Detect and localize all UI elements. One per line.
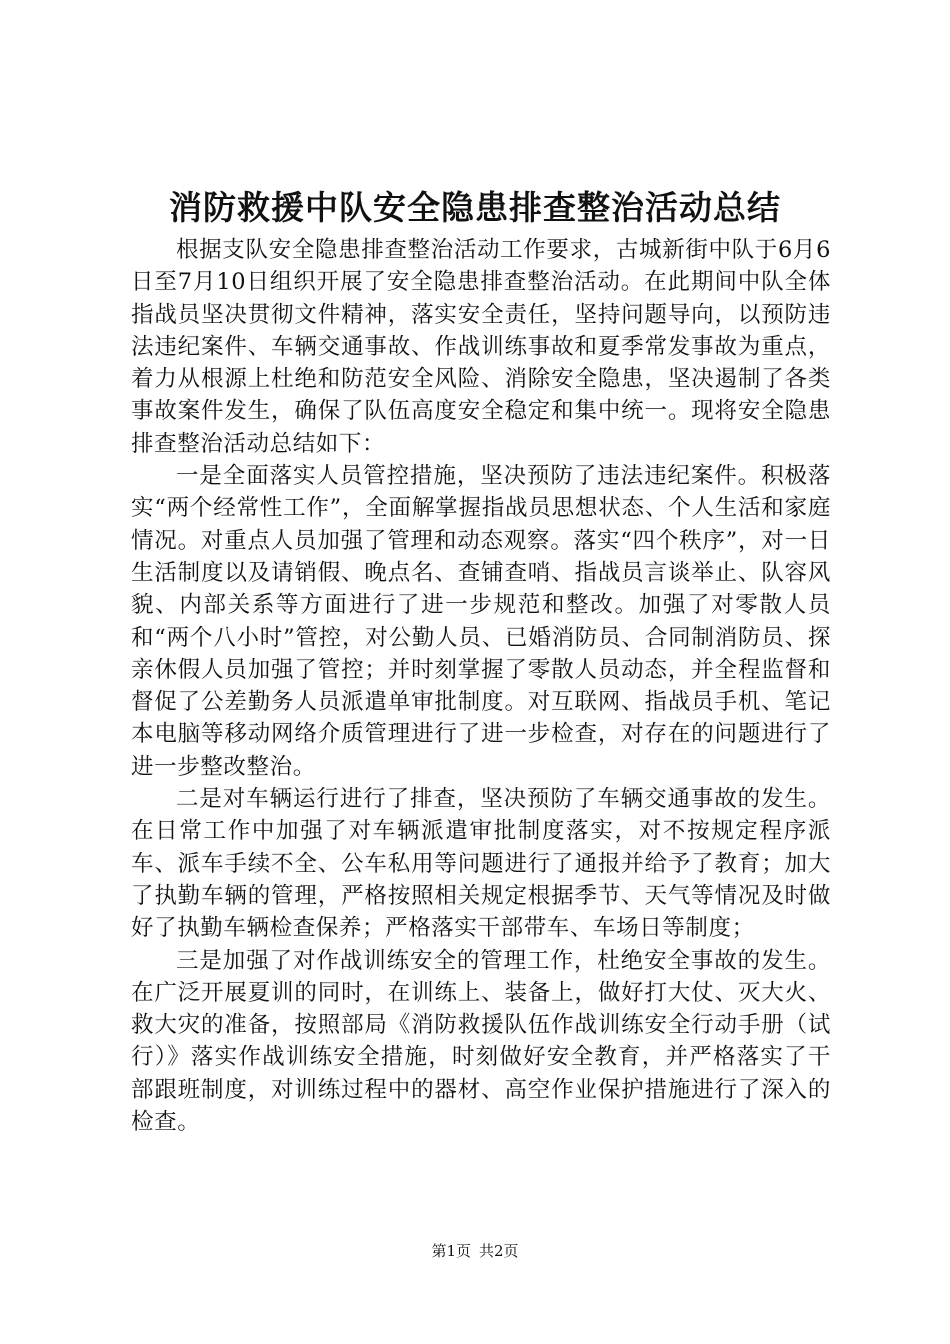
page-footer	[0, 1241, 950, 1261]
document-body	[131, 234, 831, 1138]
page-total: 共2页	[479, 1242, 519, 1260]
paragraph-intro: 根据支队安全隐患排查整治活动工作要求，古城新街中队于6月6日至7月10日组织开展了安全隐患排查整治活动。在此期间中队全体指战员坚决贯彻文件精神，落实安全责任，坚持问题导向，以预防违法违纪案件、车辆交通事故、作战训练事故和夏季常发事故为重点，着力从根源上杜绝和防范安全风险、消除安全隐患，坚决遏制了各类事故案件发生，确保了队伍高度安全稳定和集中统一。现将安全隐患排查整治活动总结如下：	[131, 237, 831, 457]
page-number: 第1页	[431, 1242, 471, 1260]
paragraph-vehicle-safety: 二是对车辆运行进行了排查，坚决预防了车辆交通事故的发生。在日常工作中加强了对车辆派遣审批制度落实，对不按规定程序派车、派车手续不全、公车私用等问题进行了通报并给予了教育；加大了执勤车辆的管理，严格按照相关规定根据季节、天气等情况及时做好了执勤车辆检查保养；严格落实干部带车、车场日等制度；	[131, 786, 831, 942]
paragraph-personnel-control: 一是全面落实人员管控措施，坚决预防了违法违纪案件。积极落实“两个经常性工作”，全面解掌握指战员思想状态、个人生活和家庭情况。对重点人员加强了管理和动态观察。落实“四个秩序”，对一日生活制度以及请销假、晚点名、查铺查哨、指战员言谈举止、队容风貌、内部关系等方面进行了进一步规范和整改。加强了对零散人员和“两个八小时”管控，对公勤人员、已婚消防员、合同制消防员、探亲休假人员加强了管控；并时刻掌握了零散人员动态，并全程监督和督促了公差勤务人员派遣单审批制度。对互联网、指战员手机、笔记本电脑等移动网络介质管理进行了进一步检查，对存在的问题进行了进一步整改整治。	[131, 463, 831, 780]
paragraph-training-safety: 三是加强了对作战训练安全的管理工作，杜绝安全事故的发生。在广泛开展夏训的同时，在训练上、装备上，做好打大仗、灭大火、救大灾的准备，按照部局《消防救援队伍作战训练安全行动手册（试行）》落实作战训练安全措施，时刻做好安全教育，并严格落实了干部跟班制度，对训练过程中的器材、高空作业保护措施进行了深入的检查。	[131, 947, 831, 1136]
document-title: 消防救援中队安全隐患排查整治活动总结	[169, 188, 781, 227]
